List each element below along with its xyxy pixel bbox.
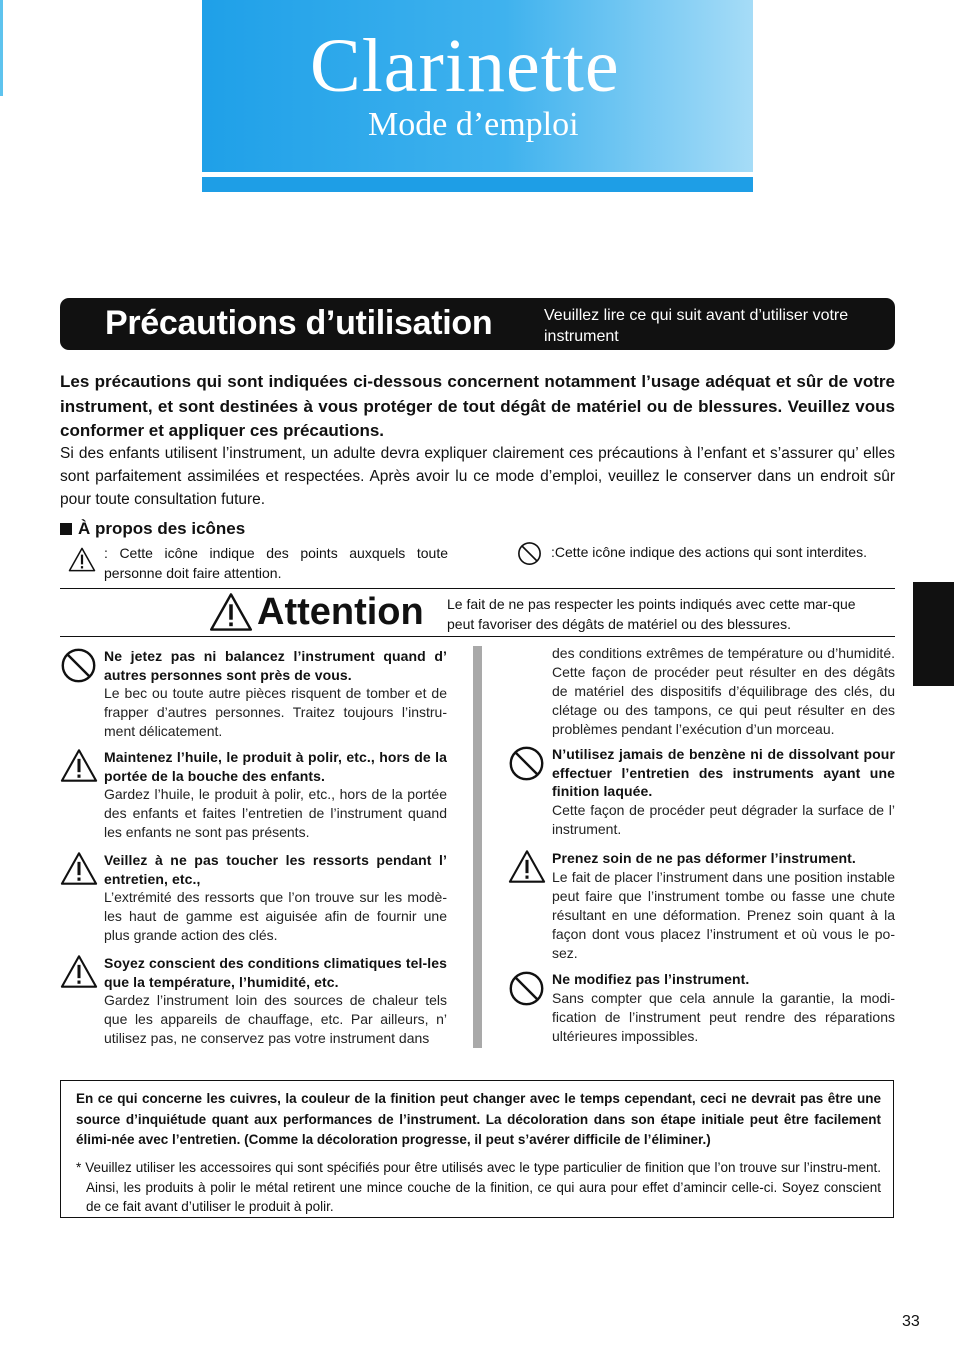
section-header-bar	[60, 298, 895, 350]
warning-icon	[60, 954, 98, 989]
precaution-heading: N’utilisez jamais de benzène ni de dissolvant pour effectuer l’entretien des instruments ayant une finition laquée.	[552, 746, 895, 799]
manual-title: Clarinette	[310, 24, 620, 108]
warning-icon	[209, 592, 253, 632]
prohibited-icon	[508, 745, 545, 782]
precaution-text: Cette façon de procéder peut dégrader la surface de l’ instrument.	[552, 801, 895, 837]
precaution-heading: Ne modifiez pas l’instrument.	[552, 971, 750, 987]
header-banner	[202, 0, 753, 172]
attention-heading	[209, 592, 424, 632]
precaution-heading: Maintenez l’huile, le produit à polir, etc., hors de la portée de la bouche des enfants.	[104, 749, 447, 784]
prohibited-icon	[60, 647, 97, 684]
warning-icon	[68, 547, 96, 572]
precaution-text: L’extrémité des ressorts que l’on trouve sur les modè-les haut de gamme est aiguisée afin de fournir une plus grande action des clés.	[104, 889, 447, 943]
column-divider	[473, 646, 482, 1048]
precaution-text: Le bec ou toute autre pièces risquent de tomber et de frapper d’autres personnes. Traitez toujours l’instru-ment délicatement.	[104, 685, 447, 739]
precaution-continuation: des conditions extrêmes de température ou d’humidité. Cette façon de procéder peut résulter en des dégâts de matériel des dispositifs d’équilibrage des clés, du clétage ou des tampons, ce qui peut résulter en des problèmes pendant l’exécution d’un morceau.	[552, 645, 895, 737]
finish-notice-footnote: * Veuillez utiliser les accessoires qui sont spécifiés pour être utilisés avec le type particulier de finition que l’on trouve sur l’instru-ment. Ainsi, les produits à polir le métal retirent une mince couche de la finition, ce qui aura pour effet d’amincir celle-ci. Soyez conscient de ce fait avant d’utiliser le produit à polir.	[76, 1160, 881, 1214]
precaution-heading: Soyez conscient des conditions climatiques tel-les que la température, l’humidité, etc.	[104, 955, 447, 990]
page-number: 33	[902, 1313, 920, 1330]
warning-icon-description: : Cette icône indique des points auxquels toute personne doit faire attention.	[104, 545, 448, 581]
precaution-heading: Ne jetez pas ni balancez l’instrument quand d’ autres personnes sont près de vous.	[104, 648, 447, 683]
prohibited-icon-description: :Cette icône indique des actions qui sont interdites.	[551, 544, 867, 560]
precaution-heading: Prenez soin de ne pas déformer l’instrument.	[552, 850, 856, 866]
precaution-text: Gardez l’huile, le produit à polir, etc., hors de la portée des enfants et faites l’entretien de l’instrument quand les enfants ne sont pas présents.	[104, 786, 447, 840]
section-title: Précautions d’utilisation	[105, 304, 493, 342]
finish-notice-box	[60, 1080, 894, 1218]
header-strip	[202, 177, 753, 192]
square-bullet-icon	[60, 523, 72, 535]
divider-top	[60, 588, 895, 589]
prohibited-icon	[517, 541, 542, 566]
prohibited-icon	[508, 970, 545, 1007]
intro-paragraph: Si des enfants utilisent l’instrument, un adulte devra expliquer clairement ces précautions à l’enfant et s’assurer qu’ elles sont parfaitement assimilées et respectées. Après avoir lu ce mode d’emploi, veuillez le conserver dans un endroit sûr pour toute consultation future.	[60, 445, 895, 508]
finish-notice-bold: En ce qui concerne les cuivres, la couleur de la finition peut changer avec le temps cependant, ceci ne devrait pas être une source d’inquiétude quant aux performances de l’instrument. La décoloration dans son étape initiale peut être facilement élimi-née avec l’entretien. (Comme la décoloration progresse, il peut s’avérer difficile de l’éliminer.)	[76, 1091, 881, 1147]
precaution-heading: Veillez à ne pas toucher les ressorts pendant l’ entretien, etc.,	[104, 852, 447, 887]
icons-heading-label: À propos des icônes	[78, 519, 246, 538]
section-note: Veuillez lire ce qui suit avant d’utiliser votre instrument	[544, 307, 849, 345]
precaution-text: Sans compter que cela annule la garantie, la modi-fication de l’instrument peut rendre des réparations ultérieures impossibles.	[552, 989, 895, 1044]
edge-color-tab	[0, 0, 3, 96]
divider-attention	[60, 636, 895, 637]
warning-icon	[60, 748, 98, 783]
attention-note: Le fait de ne pas respecter les points indiqués avec cette mar-que peut favoriser des dégâts de matériel ou des blessures.	[447, 596, 856, 632]
warning-icon	[60, 851, 98, 886]
precaution-text: Le fait de placer l’instrument dans une position instable peut faire que l’instrument tombe ou fasse une chute résultant en une déformation. Prenez soin quant à la façon dont vous placez l’instrument et où vous le po-sez.	[552, 868, 895, 961]
manual-subtitle: Mode d’emploi	[368, 106, 579, 143]
intro-bold-paragraph: Les précautions qui sont indiquées ci-dessous concernent notamment l’usage adéquat et sûr de votre instrument, et sont destinées à vous protéger de tout dégât de matériel ou de blessures. Veuillez vous conformer et appliquer ces précautions.	[60, 372, 895, 440]
attention-title: Attention	[257, 591, 424, 633]
warning-icon	[508, 849, 546, 884]
precaution-text: Gardez l’instrument loin des sources de chaleur tels que les appareils de chauffage, etc. Par ailleurs, n’ utilisez pas, ne conservez pas votre instrument dans	[104, 992, 447, 1046]
language-tab-marker	[913, 582, 954, 686]
icons-heading	[60, 519, 245, 539]
